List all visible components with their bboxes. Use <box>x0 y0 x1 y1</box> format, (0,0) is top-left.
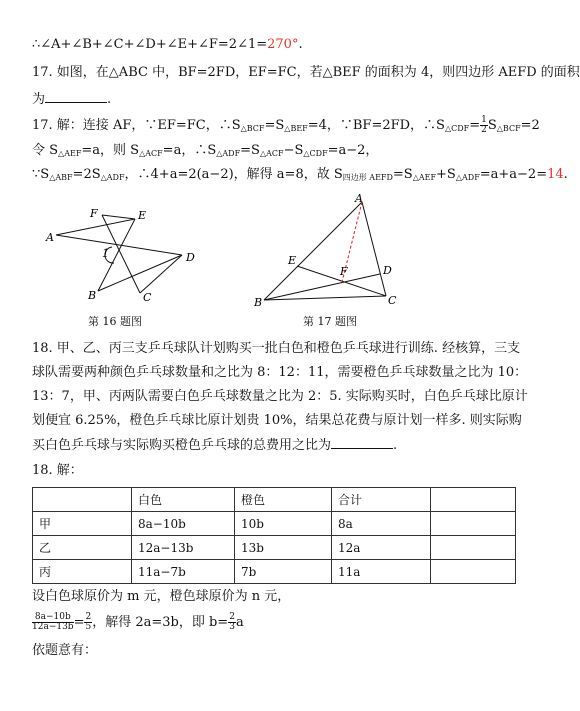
figure-17-diagram <box>252 192 402 312</box>
table-row <box>33 512 516 536</box>
fig16-label-A: A <box>46 231 54 244</box>
fig16-caption: 第 16 题图 <box>88 315 142 328</box>
q17-question-line2: 为 . <box>32 92 112 107</box>
fig16-line-CD <box>140 255 182 293</box>
fig16-label-D: D <box>186 251 195 264</box>
table-cell <box>431 536 516 560</box>
fraction-one-half: $\frac{1}{2}$ <box>481 115 487 135</box>
s17-solution-line3: $\because S_{\triangle ABF}=2S_{\triangle ADF}$，∴4+a=2(a−2)，解得 a=8，故 $S_{四边形 AEFD}=S_{\triangle AEF}+S_{\triangle ADF}=a+a-2=14$. <box>32 167 568 182</box>
table-cell: 12a <box>332 536 431 560</box>
q18-question-line4: 划便宜 6.25%，橙色乒乓球比原计划贵 10%，结果总花费与原计划一样多. 则实际购 <box>32 413 522 428</box>
table-header-cell: 白色 <box>132 488 235 512</box>
fig17-caption: 第 17 题图 <box>303 315 357 328</box>
condition-line: 依题意有： <box>32 643 98 658</box>
fig17-label-E: E <box>288 254 297 267</box>
q18-question-line2: 球队需要两种颜色乒乓球数量和之比为 8：12：11，需要橙色乒乓球数量之比为 10： <box>32 365 528 380</box>
angle-sum-value: 270° <box>267 37 299 52</box>
q18-table <box>32 487 516 584</box>
q18-question-line5: 买白色乒乓球与实际购买橙色乒乓球的总费用之比为 . <box>32 438 398 453</box>
table-cell: 乙 <box>33 536 132 560</box>
angle-sum-line: ∴∠A+∠B+∠C+∠D+∠E+∠F=2∠1=270°. <box>32 37 303 52</box>
table-cell: 11a <box>332 560 431 584</box>
table-header-cell <box>431 488 516 512</box>
s17-answer-value: 14 <box>547 167 564 182</box>
table-cell: 12a−13b <box>132 536 235 560</box>
fig17-label-D: D <box>383 264 392 277</box>
table-cell: 8a−10b <box>132 512 235 536</box>
s17-solution-line1: 17. 解：连接 AF，∵EF=FC，$\therefore S_{\triangle BCF}=S_{\triangle BEF}=4$，∵BF=2FD，$\therefore S_{\triangle CDF}=$ $\frac{1}{2}$ $S_{\triangle BCF}=2$ <box>32 115 540 135</box>
table-cell: 7b <box>235 560 332 584</box>
table-cell <box>431 512 516 536</box>
q17-answer-blank[interactable] <box>45 90 107 103</box>
b-fraction: $\frac{2}{3}$ <box>229 612 235 632</box>
fig16-line-BD <box>98 255 182 291</box>
q18-question-line3: 13：7，甲、丙两队需要白色乒乓球数量之比为 2：5. 实际购买时，白色乒乓球比原计 <box>32 389 528 404</box>
fig16-line-AE <box>56 219 135 235</box>
fig16-label-1: 1 <box>102 247 109 260</box>
table-header-cell <box>33 488 132 512</box>
price-assumption-line: 设白色球原价为 m 元，橙色球原价为 n 元， <box>32 589 291 604</box>
table-row <box>33 536 516 560</box>
table-cell: 8a <box>332 512 431 536</box>
fig16-label-E: E <box>138 209 147 222</box>
fig17-label-F: F <box>340 265 348 278</box>
fig17-side-AC <box>362 202 386 296</box>
fig17-side-BC <box>264 296 386 300</box>
table-cell: 丙 <box>33 560 132 584</box>
ratio-rhs-fraction: $\frac{2}{5}$ <box>85 612 92 632</box>
fig17-label-A: A <box>355 192 363 205</box>
table-header-row <box>33 488 516 512</box>
fig16-line-FE <box>102 215 135 219</box>
fig17-side-AB <box>264 202 362 300</box>
figure-16-diagram <box>40 205 200 305</box>
fig17-label-B: B <box>254 296 263 309</box>
fig17-line-BD <box>264 274 380 300</box>
fig16-label-C: C <box>143 291 152 304</box>
q18-answer-blank[interactable] <box>331 436 393 449</box>
table-row <box>33 560 516 584</box>
table-header-cell: 橙色 <box>235 488 332 512</box>
fig16-line-AD <box>56 235 182 255</box>
table-cell: 10b <box>235 512 332 536</box>
fig16-label-B: B <box>88 289 97 302</box>
ratio-equation-line: $\frac{8a-10b}{12a-13b}$ = $\frac{2}{5}$ ，解得 2a=3b，即 b= $\frac{2}{3}$ a <box>32 612 244 632</box>
fig16-label-F: F <box>90 207 98 220</box>
table-cell: 13b <box>235 536 332 560</box>
table-cell <box>431 560 516 584</box>
q18-solution-head: 18. 解： <box>32 463 83 478</box>
table-header-cell: 合计 <box>332 488 431 512</box>
fig17-label-C: C <box>388 294 397 307</box>
q18-question-line1: 18. 甲、乙、丙三支乒乓球队计划购买一批白色和橙色乒乓球进行训练. 经核算，三支 <box>32 341 521 356</box>
table-cell: 11a−7b <box>132 560 235 584</box>
ratio-fraction: $\frac{8a-10b}{12a-13b}$ <box>32 612 74 632</box>
table-cell: 甲 <box>33 512 132 536</box>
s17-solution-line2: 令 $S_{\triangle AEF}=a$，则 $S_{\triangle ACF}=a$，$\therefore S_{\triangle ADF}=S_{\triangle ACF}-S_{\triangle CDF}=a-2$， <box>32 143 379 158</box>
q17-question-line1: 17. 如图，在△ABC 中，BF=2FD，EF=FC，若△BEF 的面积为 4，则四边形 AEFD 的面积 <box>32 65 580 80</box>
